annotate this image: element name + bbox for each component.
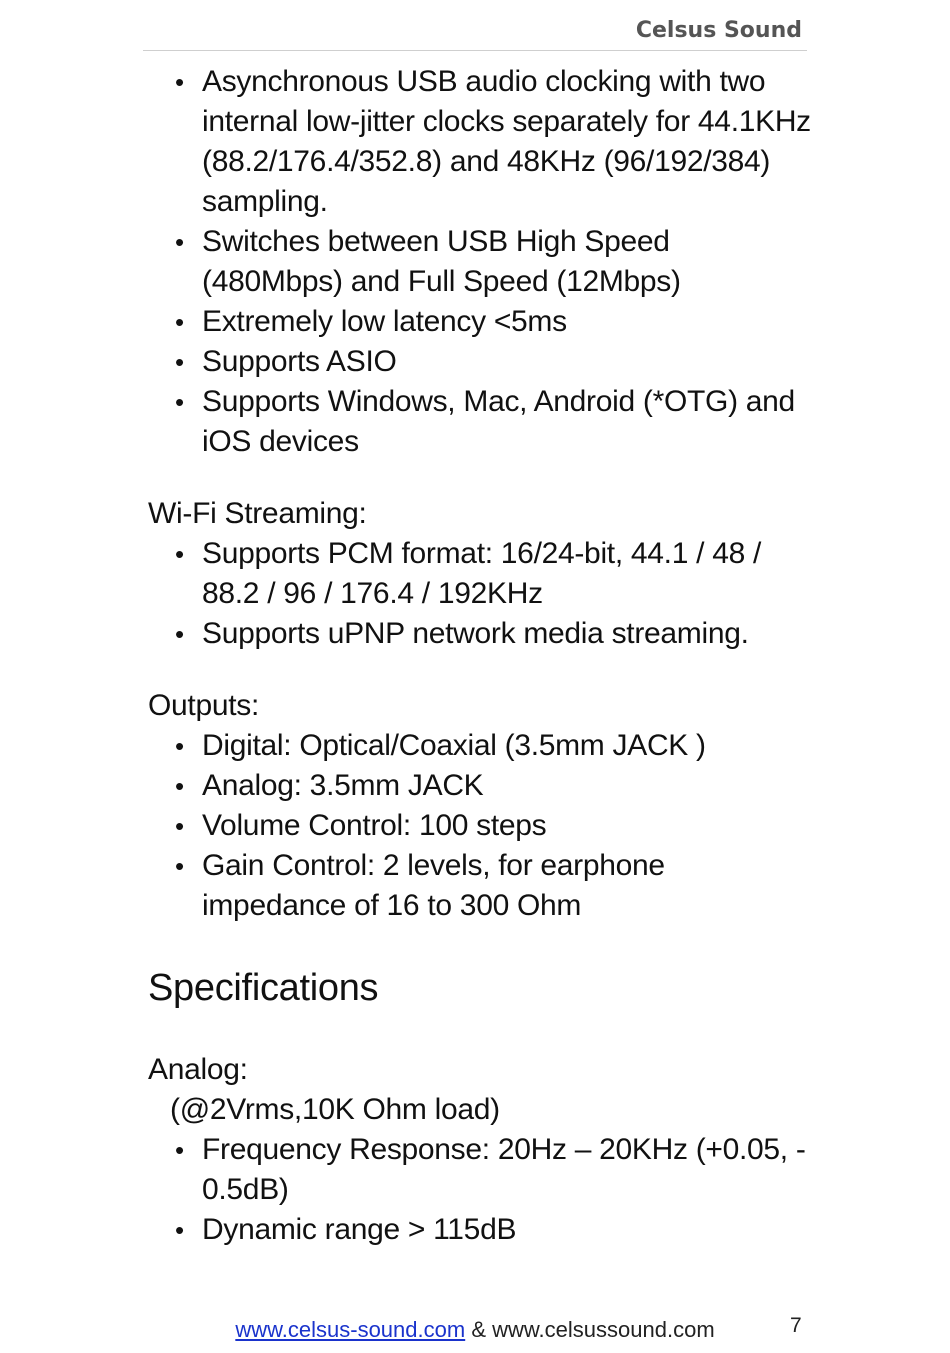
analog-spec-list: [148, 1130, 813, 1250]
page-content: [148, 62, 813, 1250]
footer-separator: &: [465, 1317, 493, 1342]
list-item: • Supports Windows, Mac, Android (*OTG) and iOS devices: [148, 382, 813, 462]
specifications-title: Specifications: [148, 967, 379, 1009]
list-item: • Asynchronous USB audio clocking with two internal low-jitter clocks separately for 44.1KHz (88.2/176.4/352.8) and 48KHz (96/192/384) sampling.: [148, 62, 813, 222]
list-item: • Supports ASIO: [148, 342, 813, 382]
list-item: • Digital: Optical/Coaxial (3.5mm JACK ): [148, 726, 813, 766]
outputs-section-heading: Outputs:: [148, 689, 259, 722]
list-item: • Switches between USB High Speed (480Mbps) and Full Speed (12Mbps): [148, 222, 813, 302]
page-number: 7: [790, 1314, 802, 1337]
header-divider: [143, 50, 807, 51]
usb-feature-list: [148, 62, 813, 462]
wifi-section-heading: Wi-Fi Streaming:: [148, 497, 367, 530]
list-item: • Supports PCM format: 16/24-bit, 44.1 / 48 / 88.2 / 96 / 176.4 / 192KHz: [148, 534, 813, 614]
analog-label: Analog:: [148, 1053, 248, 1086]
list-item: • Dynamic range > 115dB: [148, 1210, 813, 1250]
footer-link-celsus-sound[interactable]: www.celsus-sound.com: [235, 1317, 466, 1342]
list-item: • Extremely low latency <5ms: [148, 302, 813, 342]
analog-condition: (@2Vrms,10K Ohm load): [170, 1093, 500, 1126]
list-item: • Volume Control: 100 steps: [148, 806, 813, 846]
list-item: • Frequency Response: 20Hz – 20KHz (+0.05, - 0.5dB): [148, 1130, 813, 1210]
list-item: • Gain Control: 2 levels, for earphone impedance of 16 to 300 Ohm: [148, 846, 813, 926]
outputs-list: [148, 726, 813, 926]
footer: [0, 1317, 950, 1343]
list-item: • Supports uPNP network media streaming.: [148, 614, 813, 654]
list-item: • Analog: 3.5mm JACK: [148, 766, 813, 806]
footer-website-text: www.celsussound.com: [492, 1317, 715, 1342]
wifi-feature-list: [148, 534, 813, 654]
header-brand: Celsus Sound: [635, 18, 802, 43]
